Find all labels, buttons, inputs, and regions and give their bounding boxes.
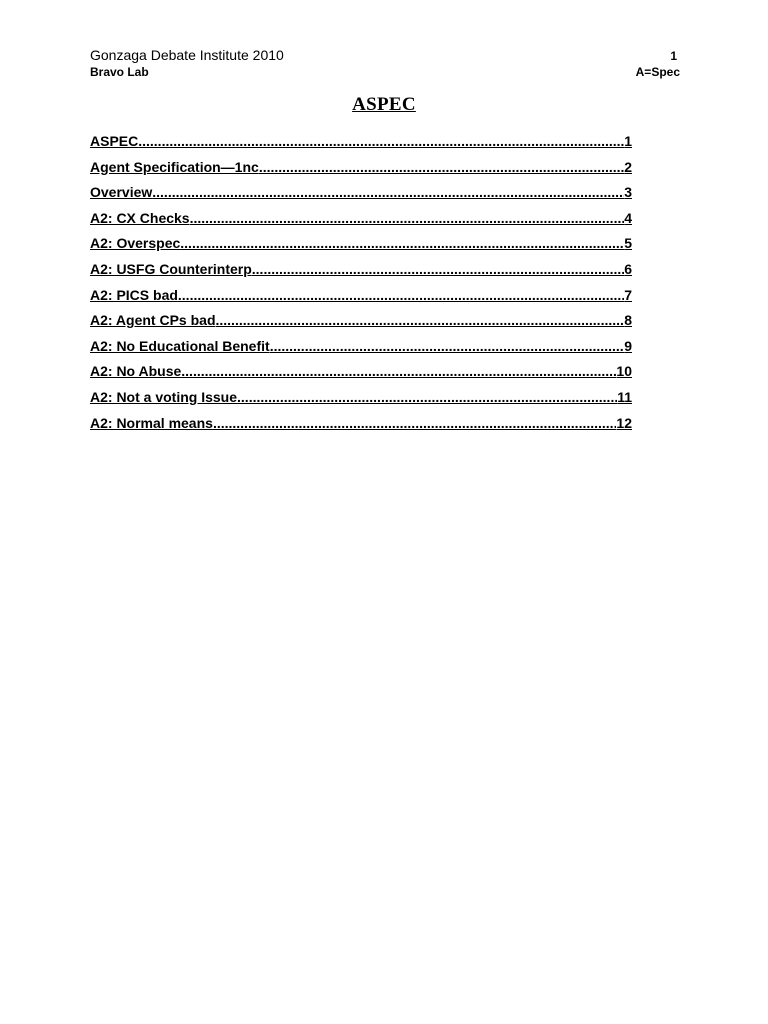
toc-entry-page: 8 <box>624 312 632 329</box>
toc-entry[interactable] <box>90 363 632 389</box>
toc-entry-label: A2: CX Checks <box>90 209 190 226</box>
header-file-label: A=Spec <box>635 65 680 79</box>
toc-dot-leader <box>181 363 616 379</box>
toc-entry-page: 12 <box>616 414 632 431</box>
header-subtitle: Bravo Lab <box>90 65 149 79</box>
toc-entry-page: 10 <box>616 363 632 380</box>
toc-entry[interactable] <box>90 261 632 287</box>
toc-entry[interactable] <box>90 338 632 364</box>
toc-entry[interactable] <box>90 133 632 159</box>
toc-entry-label: A2: USFG Counterinterp <box>90 260 252 277</box>
header-top-row <box>90 47 680 65</box>
toc-entry[interactable] <box>90 415 632 441</box>
toc-entry-label: A2: Normal means <box>90 414 213 431</box>
toc-entry-label: Agent Specification—1nc <box>90 158 259 175</box>
toc-entry-label: A2: PICS bad <box>90 286 178 303</box>
header-page-number: 1 <box>670 49 677 63</box>
header-bottom-row <box>90 65 680 79</box>
toc-entry-label: A2: No Abuse <box>90 363 182 380</box>
toc-entry[interactable] <box>90 389 632 415</box>
header-title: Gonzaga Debate Institute 2010 <box>90 47 284 63</box>
toc-entry-page: 1 <box>624 133 632 149</box>
toc-dot-leader <box>138 133 624 149</box>
toc-entry-label: A2: Overspec <box>90 235 181 252</box>
toc-entry-label: A2: Agent CPs bad <box>90 312 216 329</box>
page-header <box>90 47 680 79</box>
toc-dot-leader <box>216 312 625 328</box>
toc-dot-leader <box>190 210 625 226</box>
toc-entry[interactable] <box>90 287 632 313</box>
toc-entry-page: 5 <box>624 235 632 252</box>
toc-entry[interactable] <box>90 210 632 236</box>
toc-dot-leader <box>270 338 625 354</box>
toc-entry-page: 11 <box>617 388 632 405</box>
toc-entry-page: 7 <box>624 286 632 303</box>
toc-entry-page: 4 <box>624 209 632 226</box>
table-of-contents <box>90 133 632 440</box>
toc-dot-leader <box>252 261 624 277</box>
toc-entry-label: Overview <box>90 184 153 201</box>
toc-dot-leader <box>259 159 624 175</box>
toc-dot-leader <box>180 235 624 251</box>
toc-entry[interactable] <box>90 184 632 210</box>
toc-dot-leader <box>178 287 624 303</box>
toc-dot-leader <box>213 415 616 431</box>
toc-entry-label: ASPEC <box>90 133 139 149</box>
toc-dot-leader <box>152 184 624 200</box>
toc-entry-page: 6 <box>624 260 632 277</box>
toc-entry-page: 9 <box>624 337 632 354</box>
toc-entry[interactable] <box>90 159 632 185</box>
toc-entry-page: 2 <box>624 158 632 175</box>
toc-entry-page: 3 <box>624 184 632 201</box>
document-title: ASPEC <box>352 94 416 115</box>
toc-dot-leader <box>237 389 617 405</box>
toc-entry-label: A2: No Educational Benefit <box>90 337 270 354</box>
toc-entry[interactable] <box>90 312 632 338</box>
toc-entry[interactable] <box>90 235 632 261</box>
toc-entry-label: A2: Not a voting Issue <box>90 388 238 405</box>
